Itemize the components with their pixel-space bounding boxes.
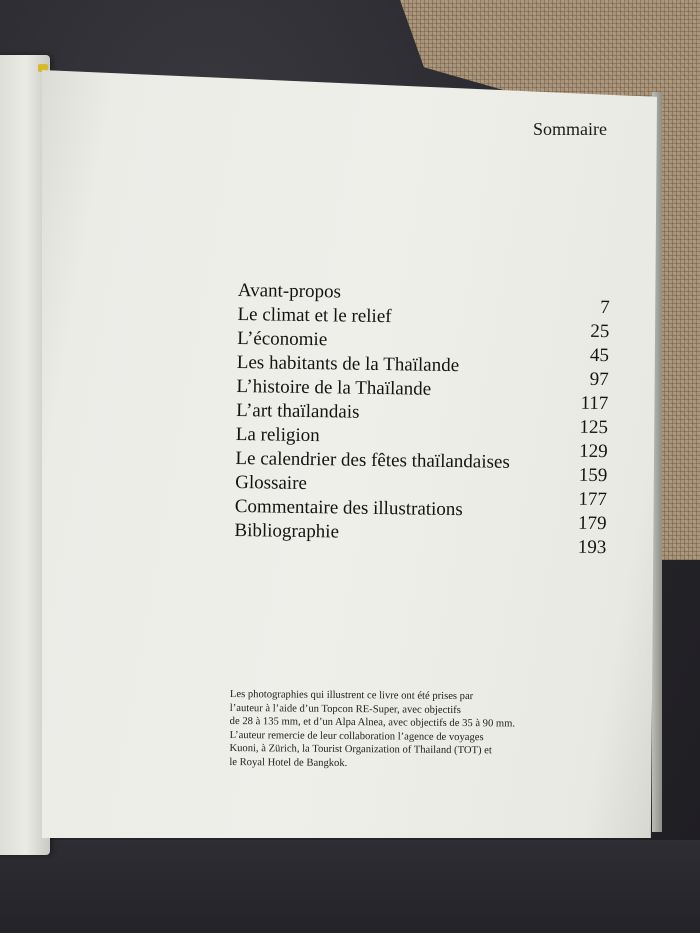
table-of-contents [234,280,610,575]
credits-line: l’auteur à l’aide d’un Topcon RE-Super, avec objectifs [229,702,461,716]
toc-entry-page: 129 [578,440,608,463]
table-surface [0,840,700,933]
toc-entry-title: Commentaire des illustrations [234,495,463,521]
credits-line: le Royal Hotel de Bangkok. [229,756,348,769]
toc-entry-title: Glossaire [235,471,308,494]
credits-line: de 28 à 135 mm, et d’un Alpa Alnea, avec objectifs de 35 à 90 mm. [229,716,516,730]
toc-entry-page: 177 [578,488,608,511]
toc-entry-title: La religion [235,423,320,447]
toc-entry-page: 97 [589,368,609,391]
toc-entry-title: Le calendrier des fêtes thaïlandaises [235,447,510,473]
toc-entry-page: 7 [600,297,610,319]
toc-entry-page: 25 [590,320,610,343]
toc-entry-title: L’économie [237,327,328,351]
credits-line: Les photographies qui illustrent ce livre ont été prises par [229,688,474,703]
toc-entry-page: 193 [577,536,607,559]
toc-entry-page: 117 [580,392,609,415]
toc-entry-title: Bibliographie [234,519,340,543]
photo-credits [229,688,570,773]
page-title: Sommaire [533,119,607,139]
toc-entry-page: 159 [578,464,608,487]
credits-line: L’auteur remercie de leur collaboration l’agence de voyages [229,729,484,743]
toc-entry-title: Avant-propos [237,280,342,303]
credits-line: Kuoni, à Zürich, la Tourist Organization of Thailand (TOT) et [229,743,492,757]
toc-entry-page: 45 [589,344,610,367]
toc-entry-title: Les habitants de la Thaïlande [236,351,460,377]
toc-entry-title: Le climat et le relief [237,303,392,328]
toc-entry-title: L’art thaïlandais [236,399,360,423]
toc-entry-page: 179 [577,512,607,535]
toc-entry-title: L’histoire de la Thaïlande [236,375,432,400]
toc-entry-page: 125 [579,416,609,439]
